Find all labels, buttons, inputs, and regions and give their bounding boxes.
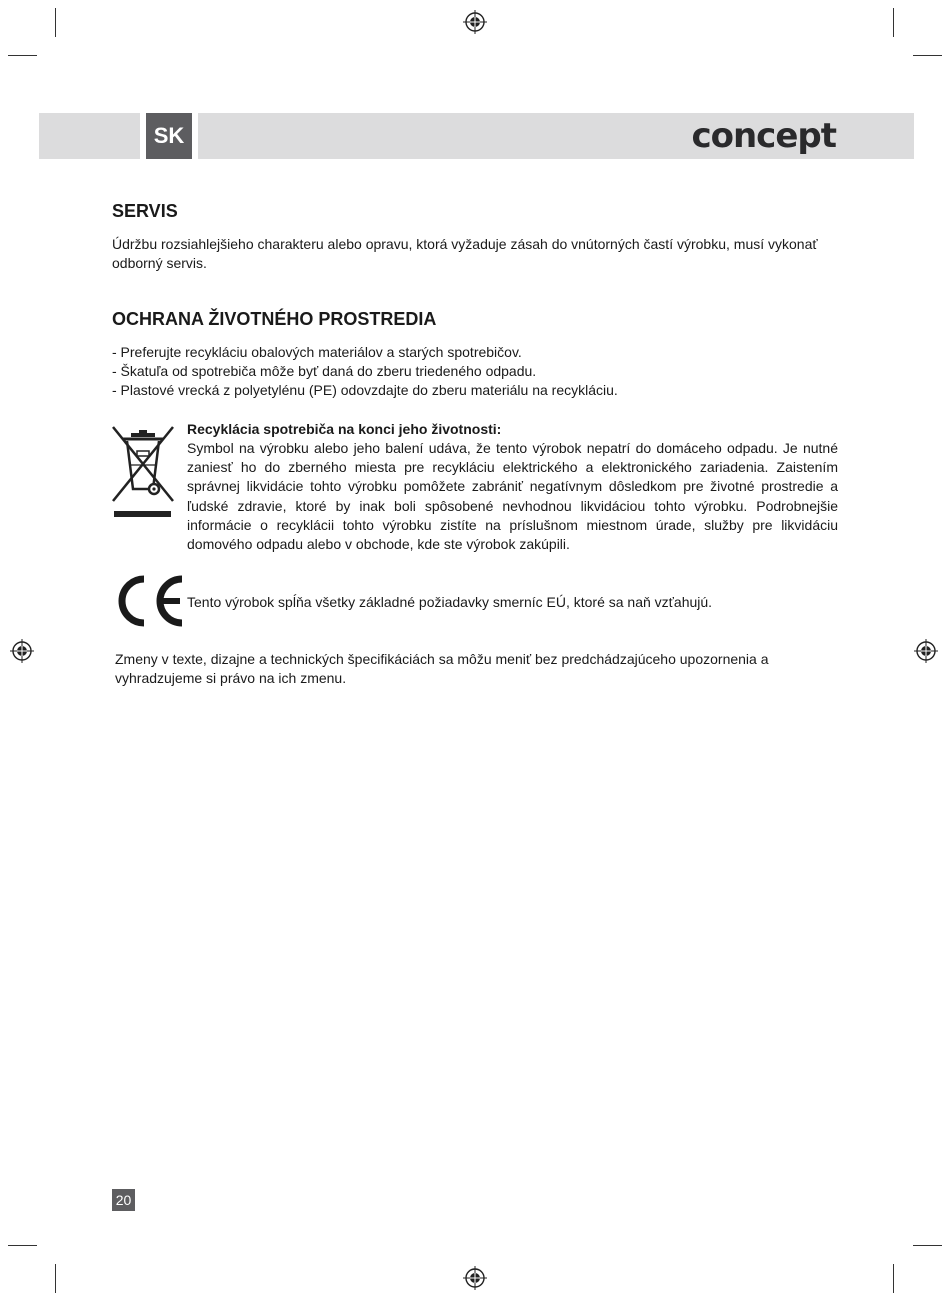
crop-mark [913,1245,942,1246]
list-item: - Plastové vrecká z polyetylénu (PE) odovzdajte do zberu materiálu na recykláciu. [112,382,618,398]
header-band-left [39,113,140,159]
brand-logo: concept [691,116,836,156]
language-badge: SK [146,113,192,159]
environment-heading: OCHRANA ŽIVOTNÉHO PROSTREDIA [112,309,437,329]
crop-mark [893,8,894,37]
header-band [198,113,914,159]
list-item: - Preferujte recykláciu obalových materiálov a starých spotrebičov. [112,344,522,360]
crop-mark [8,1245,37,1246]
weee-bin-icon [111,425,175,519]
crop-mark [55,8,56,37]
servis-text: Údržbu rozsiahlejšieho charakteru alebo opravu, ktorá vyžaduje zásah do vnútorných častí výrobku, musí vykonať odborný servis. [112,236,818,272]
crop-mark [8,55,37,56]
servis-heading: SERVIS [112,201,178,221]
crop-mark [893,1264,894,1293]
crop-mark [55,1264,56,1293]
registration-mark-icon [914,639,938,663]
list-item: - Škatuľa od spotrebiča môže byť daná do zberu triedeného odpadu. [112,363,537,379]
recycling-heading: Recyklácia spotrebiča na konci jeho životnosti: [187,421,502,437]
crop-mark [913,55,942,56]
page-number: 20 [112,1189,135,1211]
notice-text: Zmeny v texte, dizajne a technických špecifikáciách sa môžu meniť bez predchádzajúceho upozornenia a vyhradzujeme si právo na ich zmenu. [115,651,769,687]
environment-list [112,343,838,400]
registration-mark-icon [463,10,487,34]
recycling-text: Symbol na výrobku alebo jeho balení udáva, že tento výrobok nepatrí do domáceho odpadu. Je nutné zaniesť ho do zberného miesta pre recykláciu elektrického a elektronického zariadenia. Zaistením správnej likvidácie tohto výrobku pomôžete zabrániť negatívnym dôsledkom pre životné prostredie a ľudské zdravie, ktoré by inak boli spôsobené nevhodnou likvidáciou tohto výrobku. Podrobnejšie informácie o recyklácii tohto výrobku zistíte na príslušnom miestnom úrade, služby pre likvidáciu domového odpadu alebo v obchode, kde ste výrobok zakúpili. [187,440,838,553]
registration-mark-icon [463,1266,487,1290]
ce-mark-icon [112,575,185,627]
registration-mark-icon [10,639,34,663]
ce-text: Tento výrobok spĺňa všetky základné požiadavky smerníc EÚ, ktoré sa naň vzťahujú. [187,594,713,610]
